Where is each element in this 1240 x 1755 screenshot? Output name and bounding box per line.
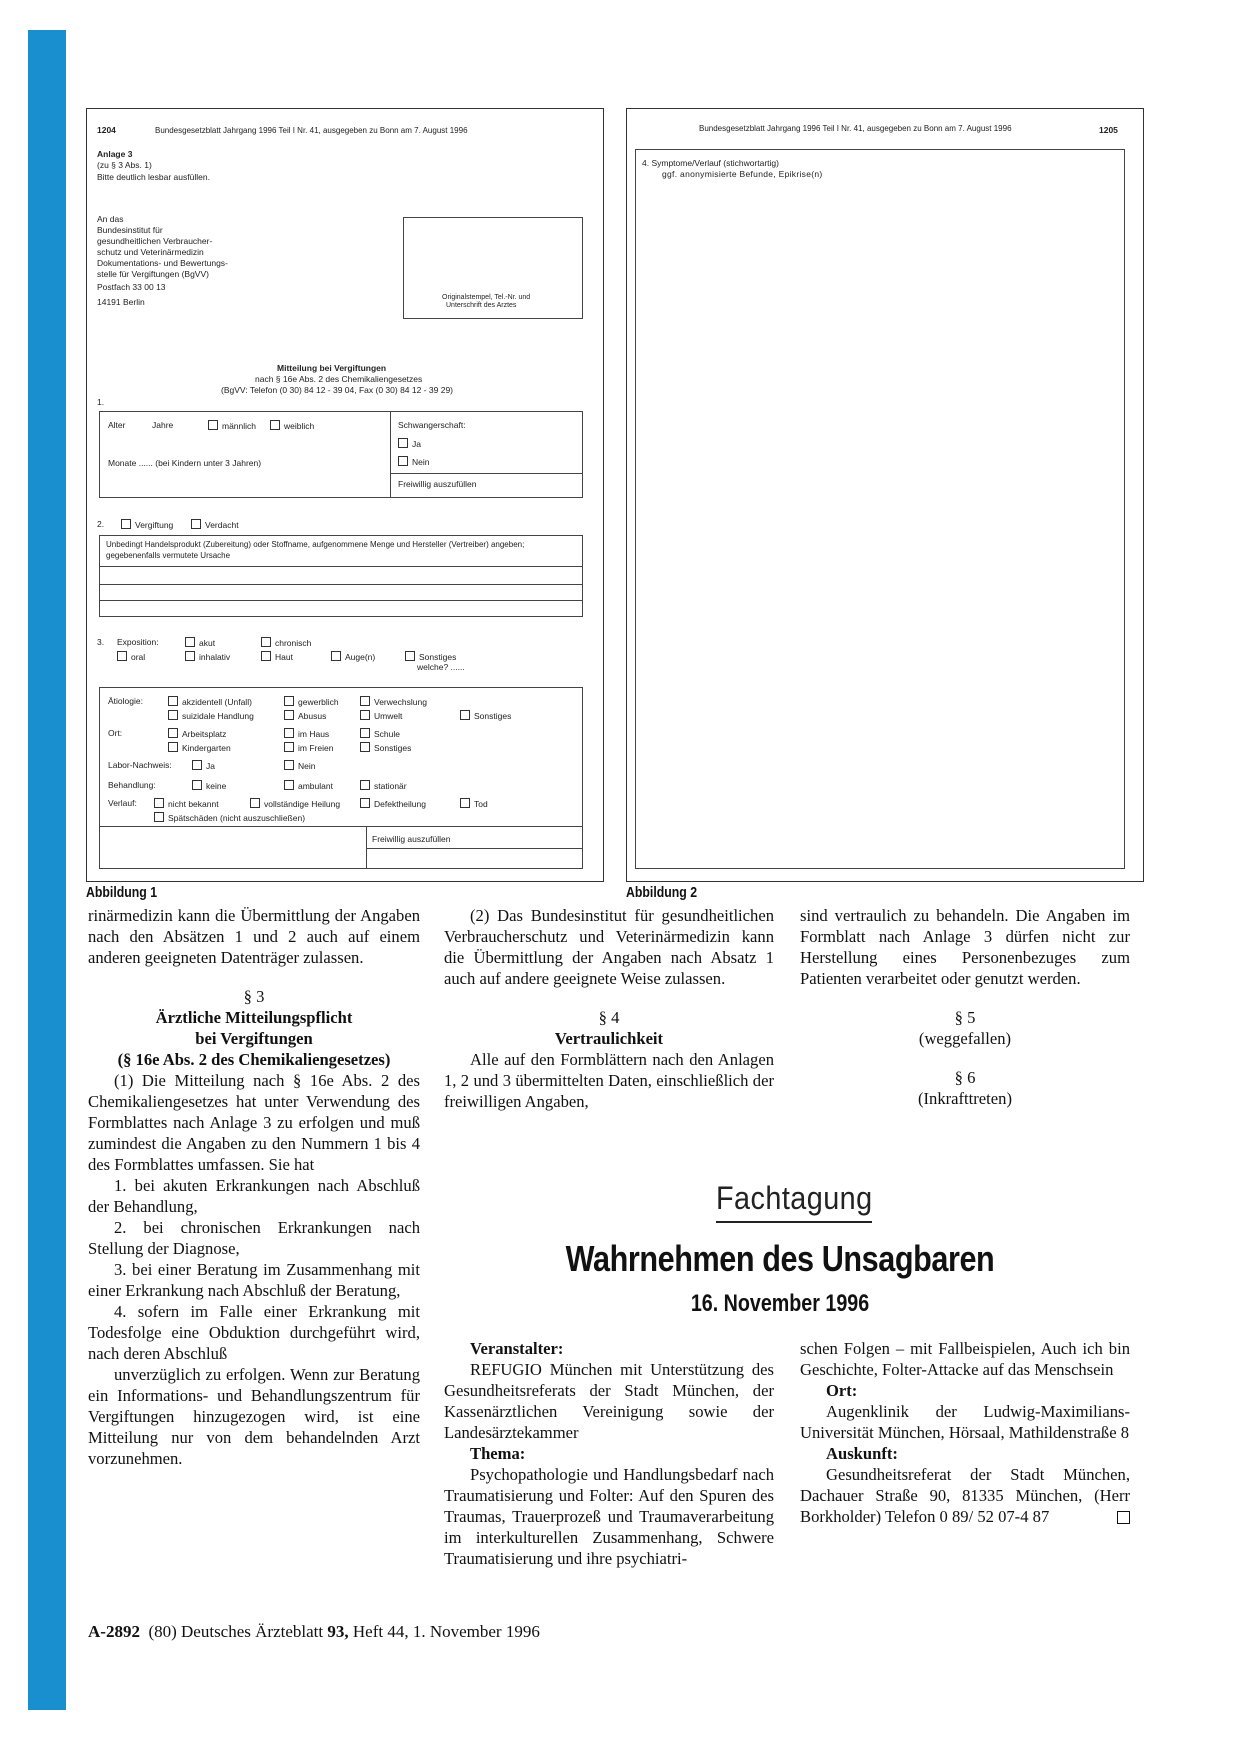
option-label: Sonstiges <box>374 743 412 753</box>
checkbox-icon[interactable] <box>168 696 178 706</box>
option-label: gewerblich <box>298 697 339 707</box>
option-label: Arbeitsplatz <box>182 729 227 739</box>
section-3-number: 3. <box>97 637 105 647</box>
checkbox-icon[interactable] <box>154 812 164 822</box>
behandlung-label: Behandlung: <box>108 780 156 790</box>
issue: Heft 44, 1. November 1996 <box>352 1622 540 1641</box>
form-instruction: Bitte deutlich lesbar ausfüllen. <box>97 172 210 182</box>
checkbox-icon[interactable] <box>360 696 370 706</box>
option-label: Haut <box>275 652 293 662</box>
auskunft-label: Auskunft: <box>826 1444 898 1463</box>
section-title: Vertraulichkeit <box>554 1029 664 1048</box>
journal-name: (80) Deutsches Ärzteblatt <box>148 1622 324 1641</box>
veranstalter-label: Veranstalter: <box>470 1339 564 1358</box>
section-number: § 4 <box>598 1008 620 1027</box>
checkbox-icon[interactable] <box>117 651 127 661</box>
column-1 <box>88 905 420 1469</box>
option-label: Verwechslung <box>374 697 427 707</box>
option-label: Sonstiges <box>474 711 512 721</box>
freiwillig-label: Freiwillig auszufüllen <box>398 479 477 489</box>
list-item: 3. bei einer Beratung im Zusammenhang mit einer Erkrankung nach Abschluß der Beratung, <box>88 1260 420 1300</box>
event-headline: Wahrnehmen des Unsagbaren <box>565 1238 995 1279</box>
aet-option[interactable] <box>168 696 252 708</box>
checkbox-icon[interactable] <box>192 780 202 790</box>
thema-text: Psychopathologie und Handlungsbedarf nach Traumatisierung und Folter: Auf den Spuren des Traumas, Trauerprozeß und Traumaverarbeitung im interkulturellen Zusammenhang, Schwere Traumatisierung und ihre psychiatri- <box>444 1465 774 1568</box>
checkbox-icon[interactable] <box>284 742 294 752</box>
monate-label: Monate ...... (bei Kindern unter 3 Jahren) <box>108 458 262 468</box>
option-label: ambulant <box>298 781 333 791</box>
checkbox-icon[interactable] <box>284 696 294 706</box>
checkbox-icon[interactable] <box>121 519 131 529</box>
aet-option[interactable] <box>360 696 427 708</box>
section-title: (§ 16e Abs. 2 des Chemikaliengesetzes) <box>117 1050 391 1069</box>
address-line: An das <box>97 214 124 224</box>
beh-option[interactable] <box>284 780 333 792</box>
option-label: Sonstiges <box>419 652 457 662</box>
option-label: Nein <box>412 457 430 467</box>
auskunft-text <box>800 1464 1130 1527</box>
checkbox-icon[interactable] <box>185 637 195 647</box>
figure-1-form <box>86 108 604 882</box>
ort-option[interactable] <box>168 742 231 754</box>
address-line: Dokumentations- und Bewertungs- <box>97 258 228 268</box>
labor-nein-option[interactable] <box>284 760 315 772</box>
checkbox-icon[interactable] <box>398 456 408 466</box>
checkbox-icon[interactable] <box>360 728 370 738</box>
veranstalter-text: REFUGIO München mit Unterstützung des Gesundheitsreferats der Stadt München, der Kassenärztlichen Vereinigung sowie der Landesärztekammer <box>444 1360 774 1442</box>
welche-label: welche? ...... <box>417 662 465 672</box>
beh-option[interactable] <box>192 780 226 792</box>
jahre-label: Jahre <box>152 420 174 430</box>
checkbox-icon[interactable] <box>360 710 370 720</box>
verl-option[interactable] <box>460 798 488 810</box>
form-header: Bundesgesetzblatt Jahrgang 1996 Teil I Nr. 41, ausgegeben zu Bonn am 7. August 1996 <box>155 126 468 135</box>
schwanger-nein-option[interactable] <box>398 456 429 468</box>
paragraph: (1) Die Mitteilung nach § 16e Abs. 2 des Chemikaliengesetzes hat unter Verwendung des Formblattes nach Anlage 3 zu erfolgen und muß zumindest die Angaben zu den Nummern 1 bis 4 des Formblattes umfassen. Sie hat <box>88 1071 420 1174</box>
checkbox-icon[interactable] <box>284 760 294 770</box>
option-label: chronisch <box>275 638 312 648</box>
aet-option[interactable] <box>168 710 254 722</box>
inhalativ-option[interactable] <box>185 651 230 663</box>
section-note: (Inkrafttreten) <box>918 1089 1012 1108</box>
kicker-underline <box>716 1221 872 1223</box>
section-note: (weggefallen) <box>918 1029 1012 1048</box>
ort-label: Ort: <box>108 728 123 738</box>
ort-option[interactable] <box>284 728 329 740</box>
chronisch-option[interactable] <box>261 637 311 649</box>
checkbox-icon[interactable] <box>331 651 341 661</box>
figure-2-form <box>626 108 1144 882</box>
alter-label: Alter <box>108 420 126 430</box>
address-line: Bundesinstitut für <box>97 225 163 235</box>
section-2-instruction: gegebenenfalls vermutete Ursache <box>106 551 231 560</box>
section-title: bei Vergiftungen <box>195 1029 313 1048</box>
option-label: männlich <box>222 421 257 431</box>
section-number: § 6 <box>954 1068 976 1087</box>
section-title: Ärztliche Mitteilungspflicht <box>155 1008 353 1027</box>
verdacht-option[interactable] <box>191 519 239 531</box>
form-anlage: Anlage 3 <box>97 149 133 159</box>
event-date: 16. November 1996 <box>690 1290 870 1317</box>
page-footer <box>88 1622 540 1642</box>
checkbox-icon[interactable] <box>191 519 201 529</box>
column-3 <box>800 905 1130 1109</box>
option-label: nicht bekannt <box>168 799 219 809</box>
checkbox-icon[interactable] <box>154 798 164 808</box>
figure-1-caption: Abbildung 1 <box>86 884 158 901</box>
stamp-label: Originalstempel, Tel.-Nr. und <box>442 294 531 301</box>
aet-option[interactable] <box>360 710 402 722</box>
thema-label: Thema: <box>470 1444 526 1463</box>
freiwillig-label: Freiwillig auszufüllen <box>372 834 451 844</box>
checkbox-icon[interactable] <box>284 780 294 790</box>
option-label: Umwelt <box>374 711 403 721</box>
aet-option[interactable] <box>284 696 339 708</box>
ort-option[interactable] <box>168 728 226 740</box>
vergiftung-option[interactable] <box>121 519 173 531</box>
option-label: Schule <box>374 729 400 739</box>
volume: 93, <box>327 1622 349 1641</box>
option-label: Spätschäden (nicht auszuschließen) <box>168 813 306 823</box>
checkbox-icon[interactable] <box>460 710 470 720</box>
option-label: oral <box>131 652 146 662</box>
page-code: A-2892 <box>88 1622 140 1641</box>
checkbox-icon[interactable] <box>185 651 195 661</box>
aetiologie-label: Ätiologie: <box>108 696 143 706</box>
aet-option[interactable] <box>284 710 326 722</box>
checkbox-icon[interactable] <box>284 710 294 720</box>
list-item: 4. sofern im Falle einer Erkrankung mit Todesfolge eine Obduktion durchgeführt wird, nach deren Abschluß <box>88 1302 420 1363</box>
verl-option[interactable] <box>250 798 340 810</box>
option-label: Defektheilung <box>374 799 426 809</box>
section-2-box[interactable] <box>99 535 583 617</box>
auge-option[interactable] <box>331 651 375 663</box>
option-label: Nein <box>298 761 316 771</box>
address-line: Postfach 33 00 13 <box>97 282 166 292</box>
paragraph: Alle auf den Formblättern nach den Anlagen 1, 2 und 3 übermittelten Daten, einschließlich der freiwilligen Angaben, <box>444 1050 774 1111</box>
section-1-number: 1. <box>97 397 105 407</box>
option-label: Kindergarten <box>182 743 231 753</box>
figure-2-caption: Abbildung 2 <box>626 884 698 901</box>
verl-option[interactable] <box>360 798 426 810</box>
verl-option[interactable] <box>154 812 305 824</box>
option-label: suizidale Handlung <box>182 711 254 721</box>
section-4-label: 4. Symptome/Verlauf (stichwortartig) <box>642 158 779 168</box>
haut-option[interactable] <box>261 651 293 663</box>
paragraph: rinärmedizin kann die Übermittlung der Angaben nach den Absätzen 1 und 2 auch auf einem anderen geeigneten Datenträger zulassen. <box>88 906 420 967</box>
option-label: Tod <box>474 799 488 809</box>
section-2-instruction: Unbedingt Handelsprodukt (Zubereitung) oder Stoffname, aufgenommene Menge und Hersteller (Vertreiber) angeben; <box>106 540 525 549</box>
form-page-number: 1205 <box>1099 125 1118 135</box>
aet-option[interactable] <box>460 710 511 722</box>
checkbox-icon[interactable] <box>405 651 415 661</box>
form-header: Bundesgesetzblatt Jahrgang 1996 Teil I Nr. 41, ausgegeben zu Bonn am 7. August 1996 <box>699 124 1012 133</box>
labor-ja-option[interactable] <box>192 760 215 772</box>
ort-option[interactable] <box>284 742 333 754</box>
option-label: vollständige Heilung <box>264 799 341 809</box>
oral-option[interactable] <box>117 651 145 663</box>
checkbox-icon[interactable] <box>168 728 178 738</box>
form-anlage-ref: (zu § 3 Abs. 1) <box>97 160 152 170</box>
checkbox-icon[interactable] <box>284 728 294 738</box>
checkbox-icon[interactable] <box>208 420 218 430</box>
verlauf-label: Verlauf: <box>108 798 137 808</box>
akut-option[interactable] <box>185 637 215 649</box>
form-page-number: 1204 <box>97 125 116 135</box>
color-sidebar-bar <box>28 30 66 1710</box>
option-label: Abusus <box>298 711 327 721</box>
option-label: Ja <box>412 439 421 449</box>
option-label: im Freien <box>298 743 334 753</box>
checkbox-icon[interactable] <box>270 420 280 430</box>
schwangerschaft-label: Schwangerschaft: <box>398 420 466 430</box>
weiblich-option[interactable] <box>270 420 314 432</box>
checkbox-icon[interactable] <box>168 710 178 720</box>
checkbox-icon[interactable] <box>261 637 271 647</box>
section-number: § 5 <box>954 1008 976 1027</box>
option-label: Auge(n) <box>345 652 376 662</box>
section-number: § 3 <box>243 987 265 1006</box>
form-title-sub: nach § 16e Abs. 2 des Chemikaliengesetzes <box>255 374 423 384</box>
option-label: akut <box>199 638 216 648</box>
address-line: stelle für Vergiftungen (BgVV) <box>97 269 209 279</box>
form-title: Mitteilung bei Vergiftungen <box>277 363 387 373</box>
option-label: akzidentell (Unfall) <box>182 697 252 707</box>
ort-option[interactable] <box>360 728 400 740</box>
details-box <box>99 687 583 869</box>
auskunft-value: Gesundheitsreferat der Stadt München, Dachauer Straße 90, 81335 München, (Herr Borkholder) Telefon 0 89/ 52 07-4 87 <box>800 1465 1130 1526</box>
checkbox-icon[interactable] <box>250 798 260 808</box>
section-4-sublabel: ggf. anonymisierte Befunde, Epikrise(n) <box>662 169 823 179</box>
option-label: inhalativ <box>199 652 231 662</box>
checkbox-icon[interactable] <box>398 438 408 448</box>
option-label: im Haus <box>298 729 330 739</box>
column-2 <box>444 905 774 1112</box>
exposition-label: Exposition: <box>117 637 159 647</box>
option-label: keine <box>206 781 227 791</box>
checkbox-icon[interactable] <box>261 651 271 661</box>
paragraph: unverzüglich zu erfolgen. Wenn zur Beratung ein Informations- und Behandlungszentrum für Vergiftungen hinzugezogen wird, ist eine Mitteilung nur von dem behandelnden Arzt vorzunehmen. <box>88 1365 420 1468</box>
end-mark-icon <box>1117 1511 1130 1524</box>
paragraph: (2) Das Bundesinstitut für gesundheitlichen Verbraucherschutz und Veterinärmedizin kann die Übermittlung der Angaben nach Absatz 1 auch auf andere geeignete Weise zulassen. <box>444 906 774 988</box>
checkbox-icon[interactable] <box>360 780 370 790</box>
section-2-number: 2. <box>97 519 105 529</box>
checkbox-icon[interactable] <box>360 742 370 752</box>
checkbox-icon[interactable] <box>360 798 370 808</box>
ort-label: Ort: <box>826 1381 858 1400</box>
option-label: stationär <box>374 781 407 791</box>
maennlich-option[interactable] <box>208 420 256 432</box>
stamp-label: Unterschrift des Arztes <box>446 302 517 309</box>
event-column-1 <box>444 1338 774 1569</box>
ort-option[interactable] <box>360 742 411 754</box>
beh-option[interactable] <box>360 780 407 792</box>
labor-label: Labor-Nachweis: <box>108 760 172 770</box>
stamp-box[interactable] <box>403 217 583 319</box>
address-line: 14191 Berlin <box>97 297 145 307</box>
option-label: Ja <box>206 761 215 771</box>
ort-text: Augenklinik der Ludwig-Maximilians-Universität München, Hörsaal, Mathildenstraße 8 <box>800 1402 1130 1442</box>
address-line: schutz und Veterinärmedizin <box>97 247 204 257</box>
address-line: gesundheitlichen Verbraucher- <box>97 236 213 246</box>
event-column-2 <box>800 1338 1130 1527</box>
schwanger-ja-option[interactable] <box>398 438 421 450</box>
section-1-box <box>99 411 583 498</box>
paragraph: sind vertraulich zu behandeln. Die Angaben im Formblatt nach Anlage 3 dürfen nicht zur Herstellung eines Personenbezuges zum Patienten verarbeitet oder genutzt werden. <box>800 906 1130 988</box>
thema-text-cont: schen Folgen – mit Fallbeispielen, Auch ich bin Geschichte, Folter-Attacke auf das Menschsein <box>800 1339 1130 1379</box>
verl-option[interactable] <box>154 798 219 810</box>
list-item: 1. bei akuten Erkrankungen nach Abschluß der Behandlung, <box>88 1176 420 1216</box>
symptome-box[interactable] <box>635 149 1125 869</box>
option-label: Vergiftung <box>135 520 174 530</box>
checkbox-icon[interactable] <box>192 760 202 770</box>
form-title-sub: (BgVV: Telefon (0 30) 84 12 - 39 04, Fax (0 30) 84 12 - 39 29) <box>221 385 453 395</box>
event-kicker: Fachtagung <box>716 1180 873 1216</box>
option-label: weiblich <box>284 421 315 431</box>
checkbox-icon[interactable] <box>168 742 178 752</box>
option-label: Verdacht <box>205 520 239 530</box>
checkbox-icon[interactable] <box>460 798 470 808</box>
list-item: 2. bei chronischen Erkrankungen nach Stellung der Diagnose, <box>88 1218 420 1258</box>
